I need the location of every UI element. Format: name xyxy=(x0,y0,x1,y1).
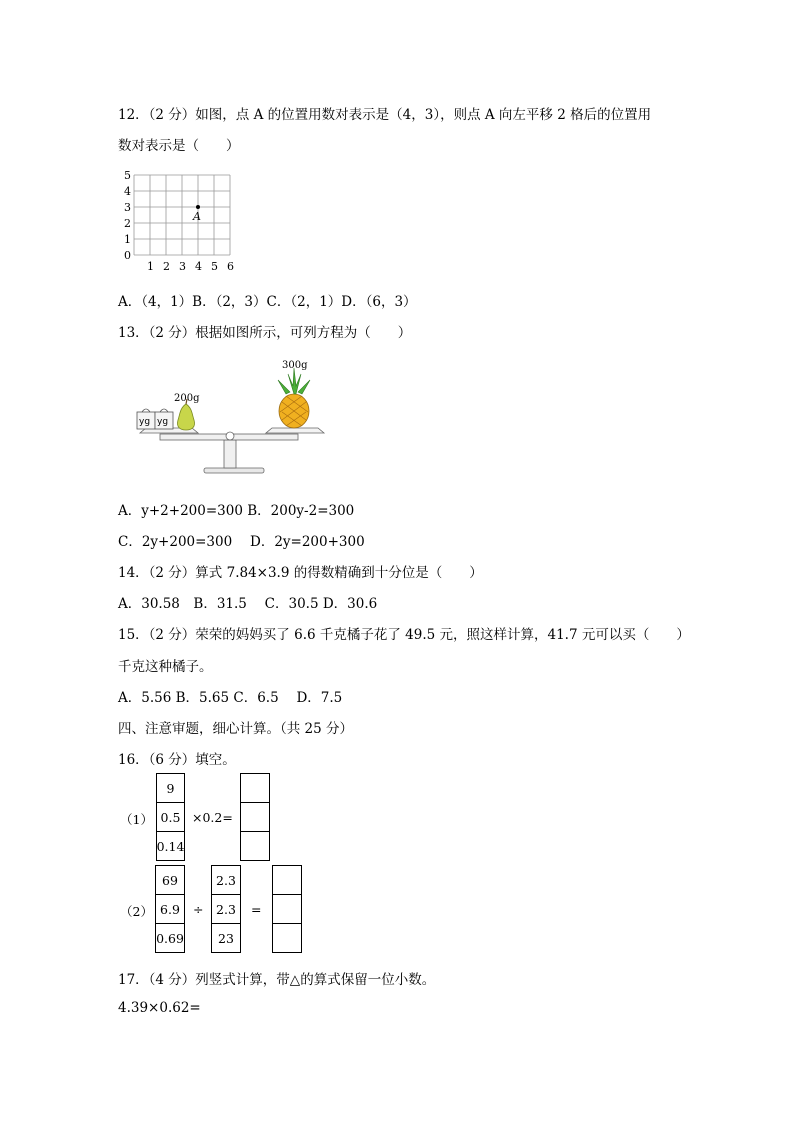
q12-line2: 数对表示是（ ） xyxy=(118,138,240,154)
y-tick: 2 xyxy=(124,217,131,230)
q16-stem: 16．（6 分）填空。 xyxy=(118,752,236,768)
weight-right-label: 300g xyxy=(282,360,308,371)
balance-svg xyxy=(128,354,328,476)
part1-operator: ×0.2= xyxy=(192,810,233,825)
grid-svg xyxy=(116,166,246,276)
q15-line1: 15．（2 分）荣荣的妈妈买了 6.6 千克橘子花了 49.5 元，照这样计算，41.7 元可以买（ ） xyxy=(118,627,690,643)
right-pan xyxy=(266,428,324,433)
x-tick: 3 xyxy=(179,260,186,273)
value-cell: 0.5 xyxy=(156,802,185,832)
answer-box[interactable] xyxy=(272,923,302,953)
q15-options: A．5.56 B．5.65 C．6.5 D．7.5 xyxy=(118,690,343,706)
q15-line2: 千克这种橘子。 xyxy=(118,659,213,675)
part2-label: （2） xyxy=(120,904,153,919)
point-a xyxy=(196,205,200,209)
answer-box[interactable] xyxy=(272,894,302,924)
balance-post xyxy=(224,440,236,468)
value-cell: 9 xyxy=(156,773,185,803)
y-tick: 1 xyxy=(124,233,131,246)
y-tick: 4 xyxy=(124,185,131,198)
q12-line1: 12．（2 分）如图，点 A 的位置用数对表示是（4，3），则点 A 向左平移 2 格后的位置用 xyxy=(118,107,652,123)
y-tick: 3 xyxy=(124,201,131,214)
answer-box[interactable] xyxy=(240,802,270,832)
x-tick: 1 xyxy=(147,260,154,273)
x-tick: 2 xyxy=(163,260,170,273)
part1-label: （1） xyxy=(120,812,153,827)
q14-stem: 14．（2 分）算式 7.84×3.9 的得数精确到十分位是（ ） xyxy=(118,565,483,581)
q13-stem: 13．（2 分）根据如图所示，可列方程为（ ） xyxy=(118,325,412,341)
grid-lines xyxy=(134,175,230,255)
q17-expr1: 4.39×0.62= xyxy=(118,1000,201,1016)
balance-figure xyxy=(128,354,328,480)
part2-equals: = xyxy=(251,902,262,917)
coordinate-grid xyxy=(116,166,246,280)
value-cell: 69 xyxy=(155,865,185,895)
x-tick: 5 xyxy=(211,260,218,273)
y-tick: 5 xyxy=(124,169,131,182)
q17-stem: 17．（4 分）列竖式计算，带△的算式保留一位小数。 xyxy=(118,972,436,988)
q13-options-line2: C．2y+200=300 D．2y=200+300 xyxy=(118,534,365,550)
part2-divide-operator: ÷ xyxy=(193,902,204,917)
weight-left-label: 200g xyxy=(174,393,200,404)
q14-options: A．30.58 B．31.5 C．30.5 D．30.6 xyxy=(118,596,378,612)
q12-options: A．（4，1）B．（2，3）C．（2，1）D．（6，3） xyxy=(118,294,417,310)
answer-box[interactable] xyxy=(240,831,270,861)
value-cell: 0.69 xyxy=(155,923,185,953)
x-tick: 6 xyxy=(227,260,234,273)
answer-box[interactable] xyxy=(272,865,302,895)
q13-options-line1: A．y+2+200=300 B．200y-2=300 xyxy=(118,503,355,519)
point-a-label: A xyxy=(193,210,201,223)
y-tick: 0 xyxy=(124,249,131,262)
value-cell: 6.9 xyxy=(155,894,185,924)
value-cell: 2.3 xyxy=(211,865,241,895)
balance-pivot xyxy=(226,432,234,440)
answer-box[interactable] xyxy=(240,773,270,803)
balance-base xyxy=(204,468,264,473)
section-title: 四、注意审题，细心计算。（共 25 分） xyxy=(118,721,354,737)
x-tick: 4 xyxy=(195,260,202,273)
value-cell: 0.14 xyxy=(156,831,185,861)
block-label: yg xyxy=(157,417,169,427)
block-label: yg xyxy=(139,417,151,427)
value-cell: 2.3 xyxy=(211,894,241,924)
pear-icon xyxy=(177,404,194,430)
value-cell: 23 xyxy=(211,923,241,953)
